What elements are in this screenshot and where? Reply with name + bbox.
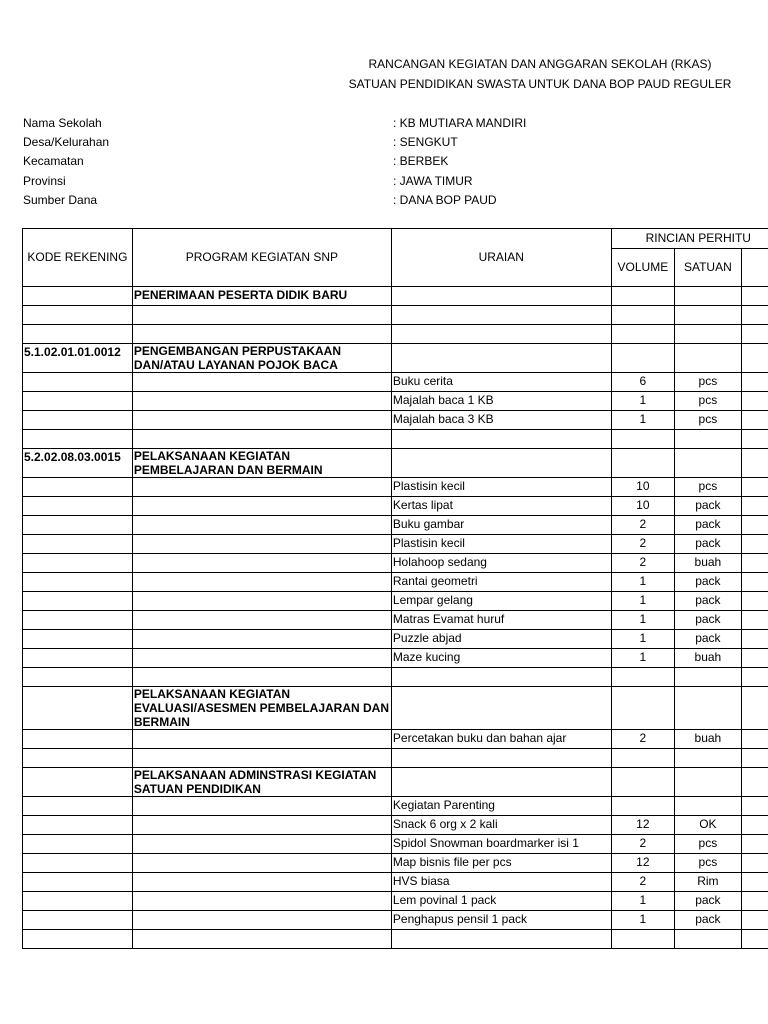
table-row xyxy=(23,478,768,497)
cell-uraian: Lem povinal 1 pack xyxy=(391,892,611,911)
cell-kode xyxy=(23,535,133,554)
cell-uraian: Majalah baca 3 KB xyxy=(391,411,611,430)
cell-extra xyxy=(741,430,768,449)
cell-satuan xyxy=(675,287,742,306)
cell-program xyxy=(132,730,391,749)
cell-extra xyxy=(741,749,768,768)
cell-satuan: pack xyxy=(675,535,742,554)
cell-kode: 5.2.02.08.03.0015 xyxy=(23,449,133,478)
cell-volume xyxy=(611,344,675,373)
cell-program xyxy=(132,392,391,411)
info-label: Provinsi xyxy=(23,174,66,188)
table-row xyxy=(23,554,768,573)
cell-program xyxy=(132,478,391,497)
cell-volume: 12 xyxy=(611,854,675,873)
cell-volume xyxy=(611,430,675,449)
cell-uraian: Kertas lipat xyxy=(391,497,611,516)
cell-extra xyxy=(741,816,768,835)
cell-satuan: pack xyxy=(675,497,742,516)
cell-extra xyxy=(741,449,768,478)
cell-program xyxy=(132,306,391,325)
cell-volume: 1 xyxy=(611,592,675,611)
cell-extra xyxy=(741,411,768,430)
cell-program xyxy=(132,649,391,668)
cell-extra xyxy=(741,554,768,573)
cell-program: PELAKSANAAN ADMINSTRASI KEGIATAN SATUAN PENDIDIKAN xyxy=(132,768,391,797)
cell-extra xyxy=(741,611,768,630)
document-subtitle: SATUAN PENDIDIKAN SWASTA UNTUK DANA BOP PAUD REGULER xyxy=(348,77,732,91)
cell-satuan: pcs xyxy=(675,478,742,497)
cell-extra xyxy=(741,668,768,687)
info-value: : SENGKUT xyxy=(393,135,458,149)
info-value: : JAWA TIMUR xyxy=(393,174,473,188)
cell-volume: 1 xyxy=(611,630,675,649)
cell-kode xyxy=(23,592,133,611)
cell-volume xyxy=(611,687,675,730)
cell-kode xyxy=(23,373,133,392)
cell-satuan: buah xyxy=(675,554,742,573)
header-rincian: RINCIAN PERHITU xyxy=(611,229,768,249)
cell-satuan: pack xyxy=(675,516,742,535)
cell-program xyxy=(132,611,391,630)
cell-satuan: pack xyxy=(675,892,742,911)
cell-kode xyxy=(23,930,133,949)
table-row xyxy=(23,306,768,325)
cell-volume xyxy=(611,668,675,687)
cell-program xyxy=(132,573,391,592)
cell-volume: 2 xyxy=(611,873,675,892)
cell-uraian: Penghapus pensil 1 pack xyxy=(391,911,611,930)
cell-program xyxy=(132,592,391,611)
table-row xyxy=(23,449,768,478)
cell-kode xyxy=(23,411,133,430)
cell-kode xyxy=(23,573,133,592)
cell-satuan: pack xyxy=(675,630,742,649)
cell-kode xyxy=(23,873,133,892)
cell-volume: 1 xyxy=(611,892,675,911)
cell-satuan: buah xyxy=(675,649,742,668)
cell-volume: 2 xyxy=(611,835,675,854)
cell-uraian: Spidol Snowman boardmarker isi 1 xyxy=(391,835,611,854)
cell-uraian xyxy=(391,430,611,449)
cell-extra xyxy=(741,535,768,554)
cell-uraian xyxy=(391,449,611,478)
table-row xyxy=(23,816,768,835)
cell-volume xyxy=(611,306,675,325)
cell-satuan: pcs xyxy=(675,373,742,392)
cell-kode xyxy=(23,554,133,573)
cell-program xyxy=(132,535,391,554)
cell-program xyxy=(132,835,391,854)
cell-satuan: pcs xyxy=(675,854,742,873)
table-row xyxy=(23,573,768,592)
cell-uraian: Majalah baca 1 KB xyxy=(391,392,611,411)
cell-program xyxy=(132,516,391,535)
info-value: : KB MUTIARA MANDIRI xyxy=(393,116,527,130)
cell-uraian: HVS biasa xyxy=(391,873,611,892)
table-row xyxy=(23,630,768,649)
cell-volume: 12 xyxy=(611,816,675,835)
cell-volume xyxy=(611,325,675,344)
cell-uraian: Puzzle abjad xyxy=(391,630,611,649)
cell-satuan xyxy=(675,306,742,325)
table-row xyxy=(23,835,768,854)
cell-kode xyxy=(23,287,133,306)
cell-uraian: Lempar gelang xyxy=(391,592,611,611)
cell-program xyxy=(132,892,391,911)
cell-program xyxy=(132,797,391,816)
rkas-table xyxy=(22,228,768,949)
cell-program xyxy=(132,930,391,949)
cell-volume: 2 xyxy=(611,535,675,554)
cell-satuan xyxy=(675,449,742,478)
cell-volume: 1 xyxy=(611,911,675,930)
cell-extra xyxy=(741,516,768,535)
cell-satuan: pack xyxy=(675,592,742,611)
table-row xyxy=(23,392,768,411)
cell-satuan xyxy=(675,344,742,373)
cell-volume: 6 xyxy=(611,373,675,392)
cell-uraian: Plastisin kecil xyxy=(391,478,611,497)
cell-kode xyxy=(23,497,133,516)
cell-uraian: Snack 6 org x 2 kali xyxy=(391,816,611,835)
cell-satuan: buah xyxy=(675,730,742,749)
cell-program: PENGEMBANGAN PERPUSTAKAAN DAN/ATAU LAYANAN POJOK BACA xyxy=(132,344,391,373)
cell-extra xyxy=(741,392,768,411)
cell-volume xyxy=(611,797,675,816)
cell-volume: 2 xyxy=(611,516,675,535)
table-row xyxy=(23,325,768,344)
cell-extra xyxy=(741,835,768,854)
cell-volume xyxy=(611,287,675,306)
cell-kode xyxy=(23,749,133,768)
cell-uraian: Plastisin kecil xyxy=(391,535,611,554)
table-row xyxy=(23,768,768,797)
cell-kode: 5.1.02.01.01.0012 xyxy=(23,344,133,373)
cell-volume: 10 xyxy=(611,478,675,497)
cell-extra xyxy=(741,930,768,949)
cell-uraian xyxy=(391,287,611,306)
header-satuan: SATUAN xyxy=(675,249,742,287)
cell-satuan xyxy=(675,687,742,730)
cell-volume: 1 xyxy=(611,611,675,630)
cell-program xyxy=(132,373,391,392)
cell-uraian: Map bisnis file per pcs xyxy=(391,854,611,873)
cell-uraian: Buku cerita xyxy=(391,373,611,392)
cell-satuan: pcs xyxy=(675,392,742,411)
table-row xyxy=(23,854,768,873)
cell-volume: 1 xyxy=(611,392,675,411)
table-row xyxy=(23,516,768,535)
info-value: : DANA BOP PAUD xyxy=(393,193,497,207)
info-value: : BERBEK xyxy=(393,154,449,168)
table-row xyxy=(23,930,768,949)
cell-kode xyxy=(23,430,133,449)
cell-satuan: pcs xyxy=(675,411,742,430)
cell-extra xyxy=(741,854,768,873)
table-row xyxy=(23,649,768,668)
cell-kode xyxy=(23,854,133,873)
cell-volume: 2 xyxy=(611,730,675,749)
table-row xyxy=(23,373,768,392)
cell-uraian: Percetakan buku dan bahan ajar xyxy=(391,730,611,749)
table-row xyxy=(23,497,768,516)
cell-program xyxy=(132,749,391,768)
cell-volume xyxy=(611,768,675,797)
cell-volume xyxy=(611,930,675,949)
cell-volume: 2 xyxy=(611,554,675,573)
cell-program xyxy=(132,497,391,516)
cell-extra xyxy=(741,911,768,930)
header-program: PROGRAM KEGIATAN SNP xyxy=(132,229,391,287)
table-row xyxy=(23,797,768,816)
cell-program xyxy=(132,668,391,687)
cell-program xyxy=(132,911,391,930)
cell-program: PENERIMAAN PESERTA DIDIK BARU xyxy=(132,287,391,306)
cell-program xyxy=(132,630,391,649)
cell-kode xyxy=(23,797,133,816)
cell-satuan: pcs xyxy=(675,835,742,854)
cell-satuan xyxy=(675,430,742,449)
cell-uraian: Buku gambar xyxy=(391,516,611,535)
cell-satuan xyxy=(675,749,742,768)
cell-extra xyxy=(741,344,768,373)
cell-kode xyxy=(23,835,133,854)
cell-kode xyxy=(23,730,133,749)
cell-extra xyxy=(741,306,768,325)
table-row xyxy=(23,287,768,306)
cell-extra xyxy=(741,478,768,497)
cell-uraian xyxy=(391,325,611,344)
table-row xyxy=(23,430,768,449)
table-row xyxy=(23,344,768,373)
table-row xyxy=(23,611,768,630)
cell-kode xyxy=(23,668,133,687)
cell-satuan xyxy=(675,325,742,344)
table-body xyxy=(23,287,768,949)
cell-kode xyxy=(23,687,133,730)
cell-extra xyxy=(741,630,768,649)
cell-volume: 1 xyxy=(611,649,675,668)
cell-program xyxy=(132,430,391,449)
cell-satuan xyxy=(675,930,742,949)
cell-extra xyxy=(741,892,768,911)
cell-volume xyxy=(611,749,675,768)
cell-uraian: Maze kucing xyxy=(391,649,611,668)
cell-uraian: Kegiatan Parenting xyxy=(391,797,611,816)
cell-kode xyxy=(23,768,133,797)
table-row xyxy=(23,592,768,611)
cell-extra xyxy=(741,730,768,749)
cell-kode xyxy=(23,630,133,649)
info-label: Desa/Kelurahan xyxy=(23,135,110,149)
cell-extra xyxy=(741,649,768,668)
table-row xyxy=(23,911,768,930)
cell-uraian: Rantai geometri xyxy=(391,573,611,592)
header-volume: VOLUME xyxy=(611,249,675,287)
cell-extra xyxy=(741,797,768,816)
table-row xyxy=(23,730,768,749)
table-row xyxy=(23,749,768,768)
cell-program: PELAKSANAAN KEGIATAN EVALUASI/ASESMEN PEMBELAJARAN DAN BERMAIN xyxy=(132,687,391,730)
cell-uraian xyxy=(391,749,611,768)
cell-kode xyxy=(23,516,133,535)
cell-kode xyxy=(23,911,133,930)
document-title: RANCANGAN KEGIATAN DAN ANGGARAN SEKOLAH (RKAS) xyxy=(368,57,712,71)
cell-kode xyxy=(23,325,133,344)
cell-program xyxy=(132,816,391,835)
cell-volume: 1 xyxy=(611,573,675,592)
cell-extra xyxy=(741,325,768,344)
cell-uraian xyxy=(391,344,611,373)
cell-uraian xyxy=(391,668,611,687)
cell-extra xyxy=(741,687,768,730)
cell-satuan xyxy=(675,797,742,816)
info-label: Sumber Dana xyxy=(23,193,98,207)
cell-uraian: Matras Evamat huruf xyxy=(391,611,611,630)
cell-satuan xyxy=(675,768,742,797)
cell-uraian xyxy=(391,768,611,797)
cell-volume: 1 xyxy=(611,411,675,430)
cell-volume xyxy=(611,449,675,478)
cell-program xyxy=(132,554,391,573)
table-row xyxy=(23,873,768,892)
cell-kode xyxy=(23,816,133,835)
cell-satuan: pack xyxy=(675,911,742,930)
cell-extra xyxy=(741,873,768,892)
cell-program xyxy=(132,411,391,430)
cell-satuan: pack xyxy=(675,573,742,592)
cell-kode xyxy=(23,392,133,411)
cell-kode xyxy=(23,611,133,630)
info-label: Kecamatan xyxy=(23,154,84,168)
cell-satuan: pack xyxy=(675,611,742,630)
cell-kode xyxy=(23,649,133,668)
cell-kode xyxy=(23,306,133,325)
header-extra xyxy=(741,249,768,287)
cell-uraian xyxy=(391,306,611,325)
cell-extra xyxy=(741,373,768,392)
cell-uraian xyxy=(391,930,611,949)
header-uraian: URAIAN xyxy=(391,229,611,287)
cell-program: PELAKSANAAN KEGIATAN PEMBELAJARAN DAN BERMAIN xyxy=(132,449,391,478)
table-row xyxy=(23,668,768,687)
info-label: Nama Sekolah xyxy=(23,116,102,130)
cell-satuan: OK xyxy=(675,816,742,835)
cell-extra xyxy=(741,592,768,611)
cell-extra xyxy=(741,287,768,306)
cell-uraian: Holahoop sedang xyxy=(391,554,611,573)
cell-satuan xyxy=(675,668,742,687)
cell-program xyxy=(132,873,391,892)
table-row xyxy=(23,892,768,911)
cell-uraian xyxy=(391,687,611,730)
cell-extra xyxy=(741,768,768,797)
cell-extra xyxy=(741,573,768,592)
cell-extra xyxy=(741,497,768,516)
cell-satuan: Rim xyxy=(675,873,742,892)
cell-kode xyxy=(23,892,133,911)
table-row xyxy=(23,535,768,554)
cell-program xyxy=(132,854,391,873)
table-row xyxy=(23,411,768,430)
cell-volume: 10 xyxy=(611,497,675,516)
cell-program xyxy=(132,325,391,344)
cell-kode xyxy=(23,478,133,497)
header-kode-rekening: KODE REKENING xyxy=(23,229,133,287)
table-row xyxy=(23,687,768,730)
